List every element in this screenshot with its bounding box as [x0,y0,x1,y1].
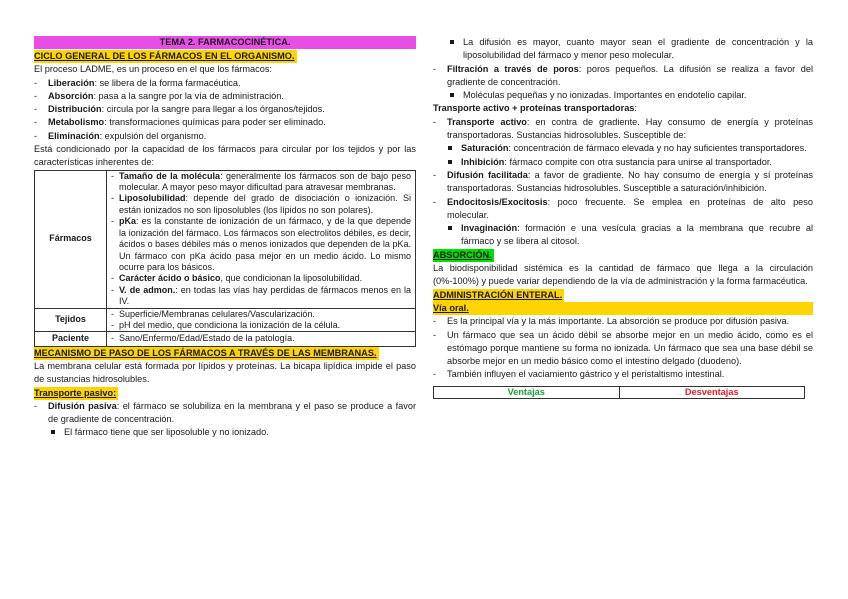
ladme-list [34,77,416,143]
sub-list-item: La difusión es mayor, cuanto mayor sean el gradiente de concentración y la liposolubilidad del fármaco y menor peso molecular. [433,36,813,63]
section-heading-ciclo: CICLO GENERAL DE LOS FÁRMACOS EN EL ORGANISMO. [34,50,297,63]
list-item: - Transporte activo: en contra de gradiente. Hay consumo de energía y proteínas transportadoras. Sustancias hidrosolubles. Susceptible de: [433,116,813,143]
list-item: - pKa: es la constante de ionización de un fármaco, y de la que depende la ionización del fármaco. Los fármacos son electrolitos débiles, es decir, ácidos o bases débiles más o menos ionizados que dependen de la pKa. Un fármaco con pKa ácido pasa mejor en un medio ácido. Lo mismo ocurre para los básicos. [107,216,411,273]
sub-list-item: Inhibición: fármaco compite con otra sustancia para unirse al transportador. [433,156,813,169]
row-label-paciente: Paciente [35,332,107,346]
row-label-tejidos: Tejidos [35,308,107,332]
pros-cons-table [433,386,805,399]
farmacos-content [107,170,416,308]
list-item: - Difusión pasiva: el fármaco se solubiliza en la membrana y el paso se produce a favor de gradiente de concentración. [34,400,416,427]
section-heading-enteral: ADMINISTRACIÓN ENTERAL. [433,289,564,302]
sub-list-item: El fármaco tiene que ser liposoluble y no ionizado. [34,426,416,439]
list-item: - Sano/Enfermo/Edad/Estado de la patología. [107,333,411,344]
tejidos-content [107,308,416,332]
list-item: - Filtración a través de poros: poros pequeños. La difusión se realiza a favor del gradiente de concentración. [433,63,813,90]
table-row [434,386,805,398]
list-item: - Tamaño de la molécula: generalmente los fármacos son de bajo peso molecular. A mayor peso mayor dificultad para atravesar membranas. [107,171,411,194]
list-item: - Superficie/Membranas celulares/Vascularización. [107,309,411,320]
section-heading-absorcion: ABSORCIÓN. [433,249,494,262]
list-item: - Un fármaco que sea un ácido débil se absorbe mejor en un medio ácido, como es el estómago porque mantiene su forma no ionizada. Un fármaco que sea una base débil se absorbe mejor en un medio básico como el intestino delgado (duodeno). [433,329,813,369]
list-item: - pH del medio, que condiciona la ionización de la célula. [107,320,411,331]
list-item: - También influyen el vaciamiento gástrico y el peristaltismo intestinal. [433,368,813,381]
subheading-transporte-activo: Transporte activo + proteínas transportadoras: [433,103,637,114]
list-item: - Metabolismo: transformaciones químicas para poder ser eliminado. [34,116,416,129]
condition-text: Está condicionado por la capacidad de los fármacos para circular por los tejidos y por las características inherentes de: [34,144,416,168]
table-row [35,332,416,346]
list-item: - Eliminación: expulsión del organismo. [34,130,416,143]
list-item: - Absorción: pasa a la sangre por la vía de administración. [34,90,416,103]
subheading-transporte-pasivo: Transporte pasivo: [34,387,118,400]
sub-list-item: Invaginación: formación e una vesícula gracias a la membrana que recubre al fármaco y se libera al citosol. [433,222,813,249]
membrane-text: La membrana celular está formada por lípidos y proteínas. La bicapa lipídica impide el paso de sustancias hidrosolubles. [34,360,416,385]
page-title: TEMA 2. FARMACOCINÉTICA. [34,36,416,49]
column-header-desventajas: Desventajas [619,386,805,398]
list-item: - V. de admon.: en todas las vías hay perdidas de fármacos menos en la IV. [107,285,411,308]
list-item: - Difusión facilitada: a favor de gradiente. No hay consumo de energía y sí proteínas transportadoras. Sustancias hidrosolubles. Susceptible a saturación/inhibición. [433,169,813,196]
factors-table [34,170,416,347]
list-item: - Liposolubilidad: depende del grado de disociación o ionización. Si están ionizados no son liposolubles (los lípidos no son polares). [107,193,411,216]
section-heading-mecanismo: MECANISMO DE PASO DE LOS FÁRMACOS A TRAVÉS DE LAS MEMBRANAS. [34,347,379,360]
table-row [35,170,416,308]
table-row [35,308,416,332]
left-column [34,36,416,440]
list-item: - Endocitosis/Exocitosis: poco frecuente. Se emplea en proteínas de alto peso molecular. [433,196,813,223]
subheading-via-oral: Vía oral. [433,302,813,315]
paciente-content [107,332,416,346]
right-column [433,36,813,399]
list-item: - Es la principal vía y la más importante. La absorción se produce por difusión pasiva. [433,315,813,328]
column-header-ventajas: Ventajas [434,386,620,398]
sub-list-item: Saturación: concentración de fármaco elevada y no hay suficientes transportadores. [433,142,813,155]
list-item: - Liberación: se libera de la forma farmacéutica. [34,77,416,90]
ladme-intro: El proceso LADME, es un proceso en el que los fármacos: [34,64,272,75]
list-item: - Distribución: circula por la sangre para llegar a los órganos/tejidos. [34,103,416,116]
sub-list-item: Moléculas pequeñas y no ionizadas. Importantes en endotelio capilar. [433,89,813,102]
row-label-farmacos: Fármacos [35,170,107,308]
bioavailability-text: La biodisponibilidad sistémica es la cantidad de fármaco que llega a la circulación (0%-100%) y puede variar dependiendo de la vía de administración y la forma farmacéutica. [433,263,813,287]
list-item: - Carácter ácido o básico, que condicionan la liposolubilidad. [107,273,411,284]
